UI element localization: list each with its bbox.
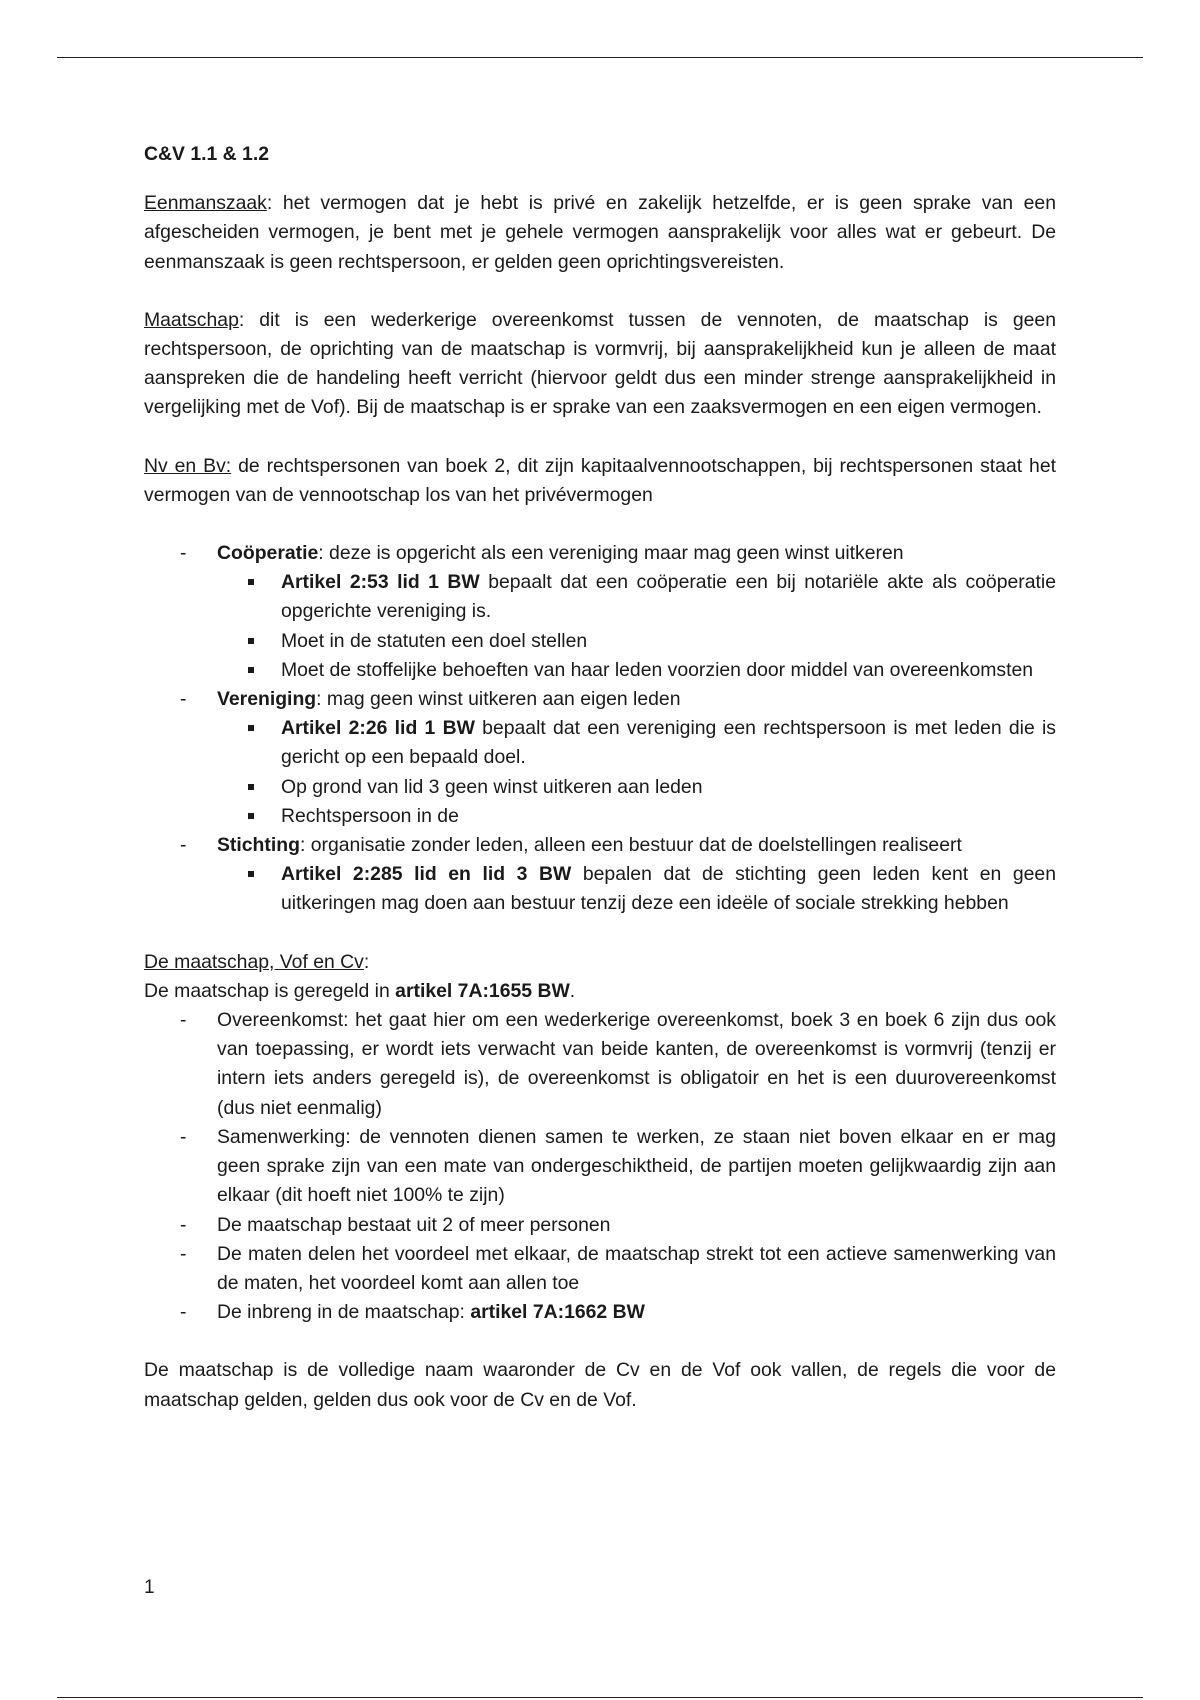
paragraph-closing: De maatschap is de volledige naam waaronder de Cv en de Vof ook vallen, de regels die voor de maatschap gelden, gelden dus ook voor de Cv en de Vof.: [144, 1359, 1056, 1411]
list-item-text: De inbreng in de maatschap:: [217, 1301, 471, 1324]
list-item-text: Moet in de statuten een doel stellen: [281, 629, 588, 652]
term-maatschap: Maatschap: [144, 308, 239, 331]
article-reference: artikel 7A:1662 BW: [470, 1301, 645, 1324]
sublist-cooperatie: [217, 568, 1056, 685]
document-page: [144, 140, 1056, 1415]
list-item: [217, 1123, 1056, 1211]
text-vereniging: : mag geen winst uitkeren aan eigen leden: [316, 688, 681, 711]
intro-end: .: [569, 979, 576, 1002]
footer-rule: [57, 1697, 1143, 1698]
text-nv-bv: de rechtspersonen van boek 2, dit zijn kapitaalvennootschappen, bij rechtspersonen staat het vermogen van de vennootschap los van het privévermogen: [144, 454, 1057, 506]
document-title: C&V 1.1 & 1.2: [144, 143, 270, 165]
list-item: [217, 1211, 1056, 1240]
sublist-stichting: [217, 860, 1056, 918]
rechtspersonen-list: [144, 539, 1056, 919]
list-item-text: bepaalt dat een coöperatie een bij notariële akte als coöperatie opgerichte vereniging is.: [281, 571, 1056, 623]
text-cooperatie: : deze is opgericht als een vereniging maar mag geen winst uitkeren: [318, 542, 904, 565]
list-item: [281, 627, 1056, 656]
paragraph-maatschap: [144, 306, 1056, 423]
list-item: [281, 773, 1056, 802]
section-heading: De maatschap, Vof en Cv: [144, 950, 364, 973]
paragraph-maatschap-intro: [144, 977, 1056, 1006]
term-cooperatie: Coöperatie: [217, 542, 319, 565]
list-item: [217, 1006, 1056, 1123]
paragraph-eenmanszaak: [144, 189, 1056, 277]
list-item-vereniging: [217, 685, 1056, 831]
list-item: [217, 1298, 1056, 1327]
heading-suffix: :: [363, 950, 370, 973]
list-item: [281, 656, 1056, 685]
term-stichting: Stichting: [217, 834, 300, 857]
list-item-text: Overeenkomst: het gaat hier om een wederkerige overeenkomst, boek 3 en boek 6 zijn dus ook van toepassing, er wordt iets verwacht van beide kanten, de overeenkomst is vormvrij (tenzij er intern iets anders geregeld is), de overeenkomst is obligatoir en het is een duurovereenkomst (dus niet eenmalig): [217, 1009, 1056, 1119]
header-rule: [57, 57, 1143, 58]
heading-maatschap-vof-cv: [144, 948, 1056, 977]
list-item: [281, 802, 1056, 831]
list-item-text: Rechtspersoon in de: [281, 804, 459, 827]
list-item-text: Moet de stoffelijke behoeften van haar leden voorzien door middel van overeenkomsten: [281, 658, 1034, 681]
list-item: [281, 714, 1056, 772]
list-item-cooperatie: [217, 539, 1056, 685]
list-item-text: bepaalt dat een vereniging een rechtspersoon is met leden die is gericht op een bepaald doel.: [281, 717, 1057, 769]
list-item: [281, 568, 1056, 626]
text-maatschap: : dit is een wederkerige overeenkomst tussen de vennoten, de maatschap is geen rechtspersoon, de oprichting van de maatschap is vormvrij, bij aansprakelijkheid kun je alleen de maat aanspreken die de handeling heeft verricht (hiervoor geldt dus een minder strenge aansprakelijkheid in vergelijking met de Vof). Bij de maatschap is er sprake van een zaaksvermogen en een eigen vermogen.: [144, 308, 1056, 419]
article-reference: Artikel 2:26 lid 1 BW: [281, 717, 475, 740]
article-reference: artikel 7A:1655 BW: [395, 979, 570, 1002]
list-item-text: De maatschap bestaat uit 2 of meer personen: [217, 1213, 611, 1236]
sublist-vereniging: [217, 714, 1056, 831]
paragraph-nv-bv: [144, 452, 1056, 510]
list-item: [281, 860, 1056, 918]
maatschap-list: [144, 1006, 1056, 1327]
article-reference: Artikel 2:285 lid en lid 3 BW: [281, 863, 572, 886]
term-vereniging: Vereniging: [217, 688, 317, 711]
term-eenmanszaak: Eenmanszaak: [144, 192, 267, 215]
article-reference: Artikel 2:53 lid 1 BW: [281, 571, 480, 594]
intro-text: De maatschap is geregeld in: [144, 979, 396, 1002]
list-item: [217, 1240, 1056, 1298]
list-item-stichting: [217, 831, 1056, 919]
text-stichting: : organisatie zonder leden, alleen een bestuur dat de doelstellingen realiseert: [299, 834, 962, 857]
list-item-text: Op grond van lid 3 geen winst uitkeren aan leden: [281, 775, 703, 798]
term-nv-bv: Nv en Bv:: [144, 454, 232, 477]
text-eenmanszaak: : het vermogen dat je hebt is privé en zakelijk hetzelfde, er is geen sprake van een afgescheiden vermogen, je bent met je gehele vermogen aansprakelijk voor alles wat er gebeurt. De eenmanszaak is geen rechtspersoon, er gelden geen oprichtingsvereisten.: [144, 192, 1056, 273]
list-item-text: De maten delen het voordeel met elkaar, de maatschap strekt tot een actieve samenwerking van de maten, het voordeel komt aan allen toe: [217, 1242, 1056, 1294]
list-item-text: bepalen dat de stichting geen leden kent en geen uitkeringen mag doen aan bestuur tenzij deze een ideële of sociale strekking hebben: [281, 863, 1056, 915]
list-item-text: Samenwerking: de vennoten dienen samen te werken, ze staan niet boven elkaar en er mag geen sprake zijn van een mate van ondergeschiktheid, de partijen moeten gelijkwaardig zijn aan elkaar (dit hoeft niet 100% te zijn): [217, 1125, 1056, 1207]
page-number: 1: [144, 1577, 155, 1598]
